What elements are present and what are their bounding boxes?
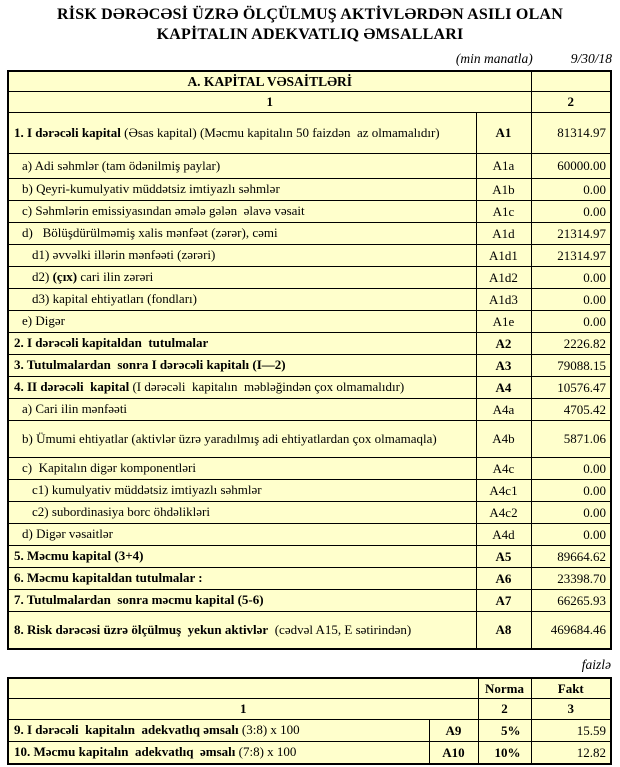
row-value: 89664.62 (531, 546, 611, 568)
row-label (8, 458, 476, 480)
row-code: A1b (476, 179, 531, 201)
row-label (8, 267, 476, 289)
row-label (8, 223, 476, 245)
row-code: A4c1 (476, 480, 531, 502)
ratio-header-norma: Norma (478, 678, 531, 699)
capital-row-A1 (8, 113, 611, 154)
row-value: 21314.97 (531, 245, 611, 267)
row-value: 0.00 (531, 289, 611, 311)
label-bold-text: 5. Məcmu kapital (3+4) (14, 548, 144, 564)
row-code: A1d2 (476, 267, 531, 289)
label-text: d2) (32, 269, 53, 285)
row-value: 5871.06 (531, 421, 611, 458)
capital-row-A1d2 (8, 267, 611, 289)
label-bold-text: 7. Tutulmalardan sonra məcmu kapital (5-6) (14, 592, 264, 608)
row-code: A1 (476, 113, 531, 154)
row-label (8, 355, 476, 377)
row-label (8, 179, 476, 201)
row-norma: 5% (478, 720, 531, 742)
row-value: 0.00 (531, 267, 611, 289)
label-text: (7:8) x 100 (235, 744, 297, 760)
label-bold-text: 8. Risk dərəcəsi üzrə ölçülmuş yekun aktivlər (14, 621, 269, 637)
label-text: b) Qeyri-kumulyativ müddətsiz imtiyazlı səhmlər (22, 181, 280, 197)
ratio-column-number-row (8, 699, 611, 720)
col-header-2: 2 (531, 92, 611, 113)
capital-row-A3 (8, 355, 611, 377)
capital-row-A4c1 (8, 480, 611, 502)
row-code: A1c (476, 201, 531, 223)
section-header: A. KAPİTAL VƏSAİTLƏRİ (8, 71, 531, 92)
row-code: A5 (476, 546, 531, 568)
label-text: c2) subordinasiya borc öhdəlikləri (32, 504, 210, 520)
row-value: 10576.47 (531, 377, 611, 399)
row-value: 469684.46 (531, 612, 611, 649)
column-number-row (8, 92, 611, 113)
row-code: A1d1 (476, 245, 531, 267)
ratio-col-header-2: 2 (478, 699, 531, 720)
label-text: (I dərəcəli kapitalın məbləğindən çox olmamalıdır) (129, 379, 405, 395)
row-code: A4b (476, 421, 531, 458)
report-date: 9/30/18 (570, 50, 612, 66)
row-value: 0.00 (531, 480, 611, 502)
title-line-1: RİSK DƏRƏCƏSİ ÜZRƏ ÖLÇÜLMUŞ AKTİVLƏRDƏN ASILI OLAN (57, 6, 563, 23)
label-bold-text: 9. I dərəcəli kapitalın adekvatlıq əmsalı (14, 722, 239, 738)
label-bold-text: 1. I dərəcəli kapital (14, 124, 121, 140)
ratio-row-A9 (8, 720, 611, 742)
label-text: e) Digər (22, 313, 65, 329)
row-value: 0.00 (531, 524, 611, 546)
capital-row-A4c (8, 458, 611, 480)
section-header-empty-cell (531, 71, 611, 92)
label-bold-text: 10. Məcmu kapitalın adekvatlıq əmsalı (14, 744, 236, 760)
row-label (8, 546, 476, 568)
capital-row-A1a (8, 154, 611, 179)
row-label (8, 201, 476, 223)
row-code: A1e (476, 311, 531, 333)
capital-row-A4a (8, 399, 611, 421)
row-label (8, 245, 476, 267)
row-label (8, 377, 476, 399)
label-bold-text: (çıx) (52, 269, 78, 285)
capital-row-A1d (8, 223, 611, 245)
row-label (8, 113, 476, 154)
row-code: A3 (476, 355, 531, 377)
row-code: A4c2 (476, 502, 531, 524)
row-label (8, 568, 476, 590)
row-code: A4d (476, 524, 531, 546)
col-header-1: 1 (8, 92, 531, 113)
label-text: (Əsas kapital) (Məcmu kapitalın 50 faizdən az olmamalıdır) (120, 124, 440, 140)
label-text: c1) kumulyativ müddətsiz imtiyazlı səhmlər (32, 482, 262, 498)
label-text: b) Ümumi ehtiyatlar (aktivlər üzrə yaradılmış adi ehtiyatlardan çox olmamaqla) (22, 430, 437, 446)
row-value: 79088.15 (531, 355, 611, 377)
label-text: c) Kapitalın digər komponentləri (22, 460, 197, 476)
capital-row-A4b (8, 421, 611, 458)
label-bold-text: 6. Məcmu kapitaldan tutulmalar : (14, 570, 203, 586)
capital-row-A1e (8, 311, 611, 333)
label-text: d3) kapital ehtiyatları (fondları) (32, 291, 197, 307)
row-code: A2 (476, 333, 531, 355)
row-value: 0.00 (531, 458, 611, 480)
row-code: A1a (476, 154, 531, 179)
label-text: a) Cari ilin mənfəəti (22, 401, 128, 417)
row-label (8, 399, 476, 421)
row-label (8, 524, 476, 546)
row-value: 60000.00 (531, 154, 611, 179)
ratio-header-empty-cell (8, 678, 478, 699)
row-label (8, 742, 429, 764)
row-value: 0.00 (531, 179, 611, 201)
section-header-row (8, 71, 611, 92)
row-value: 21314.97 (531, 223, 611, 245)
row-label (8, 590, 476, 612)
label-text: a) Adi səhmlər (tam ödənilmiş paylar) (22, 157, 221, 173)
row-value: 0.00 (531, 502, 611, 524)
row-code: A8 (476, 612, 531, 649)
row-value: 66265.93 (531, 590, 611, 612)
row-code: A4 (476, 377, 531, 399)
ratio-table (7, 677, 612, 765)
capital-row-A1d1 (8, 245, 611, 267)
row-label (8, 289, 476, 311)
row-fakt: 12.82 (531, 742, 611, 764)
capital-row-A8 (8, 612, 611, 649)
capital-row-A4d (8, 524, 611, 546)
row-label (8, 612, 476, 649)
label-text: (3:8) x 100 (238, 722, 300, 738)
row-value: 81314.97 (531, 113, 611, 154)
title-line-2: KAPİTALIN ADEKVATLIQ ƏMSALLARI (156, 26, 464, 44)
capital-row-A1b (8, 179, 611, 201)
row-code: A10 (429, 742, 478, 764)
row-label (8, 311, 476, 333)
row-value: 0.00 (531, 201, 611, 223)
row-label (8, 502, 476, 524)
row-label (8, 480, 476, 502)
row-code: A6 (476, 568, 531, 590)
label-bold-text: 4. II dərəcəli kapital (14, 379, 130, 395)
label-bold-text: 3. Tutulmalardan sonra I dərəcəli kapitalı (I—2) (14, 357, 286, 373)
row-fakt: 15.59 (531, 720, 611, 742)
ratio-col-header-3: 3 (531, 699, 611, 720)
row-code: A4a (476, 399, 531, 421)
label-text: d1) əvvəlki illərin mənfəəti (zərəri) (32, 247, 216, 263)
capital-row-A4c2 (8, 502, 611, 524)
label-text: d) Bölüşdürülməmiş xalis mənfəət (zərər), cəmi (22, 225, 278, 241)
label-text: c) Səhmlərin emissiyasından əmələ gələn əlavə vəsait (22, 203, 305, 219)
row-code: A4c (476, 458, 531, 480)
row-label (8, 333, 476, 355)
meta-row (0, 51, 612, 67)
capital-row-A5 (8, 546, 611, 568)
row-code: A7 (476, 590, 531, 612)
ratio-header-row (8, 678, 611, 699)
unit-note: (min manatla) (455, 50, 533, 66)
ratio-row-A10 (8, 742, 611, 764)
capital-row-A1c (8, 201, 611, 223)
capital-row-A6 (8, 568, 611, 590)
percent-note: faizlə (581, 656, 611, 672)
label-text: (cədvəl A15, E sətirindən) (268, 621, 412, 637)
row-value: 4705.42 (531, 399, 611, 421)
row-label (8, 421, 476, 458)
capital-table (7, 70, 612, 650)
capital-row-A7 (8, 590, 611, 612)
label-text: cari ilin zərəri (77, 269, 154, 285)
row-code: A9 (429, 720, 478, 742)
capital-row-A4 (8, 377, 611, 399)
row-code: A1d (476, 223, 531, 245)
row-norma: 10% (478, 742, 531, 764)
row-value: 23398.70 (531, 568, 611, 590)
ratio-col-header-1: 1 (8, 699, 478, 720)
ratio-header-fakt: Fakt (531, 678, 611, 699)
row-label (8, 154, 476, 179)
report-title (0, 0, 620, 46)
label-bold-text: 2. I dərəcəli kapitaldan tutulmalar (14, 335, 209, 351)
label-text: d) Digər vəsaitlər (22, 526, 113, 542)
capital-row-A1d3 (8, 289, 611, 311)
capital-row-A2 (8, 333, 611, 355)
row-value: 0.00 (531, 311, 611, 333)
row-label (8, 720, 429, 742)
row-code: A1d3 (476, 289, 531, 311)
row-value: 2226.82 (531, 333, 611, 355)
